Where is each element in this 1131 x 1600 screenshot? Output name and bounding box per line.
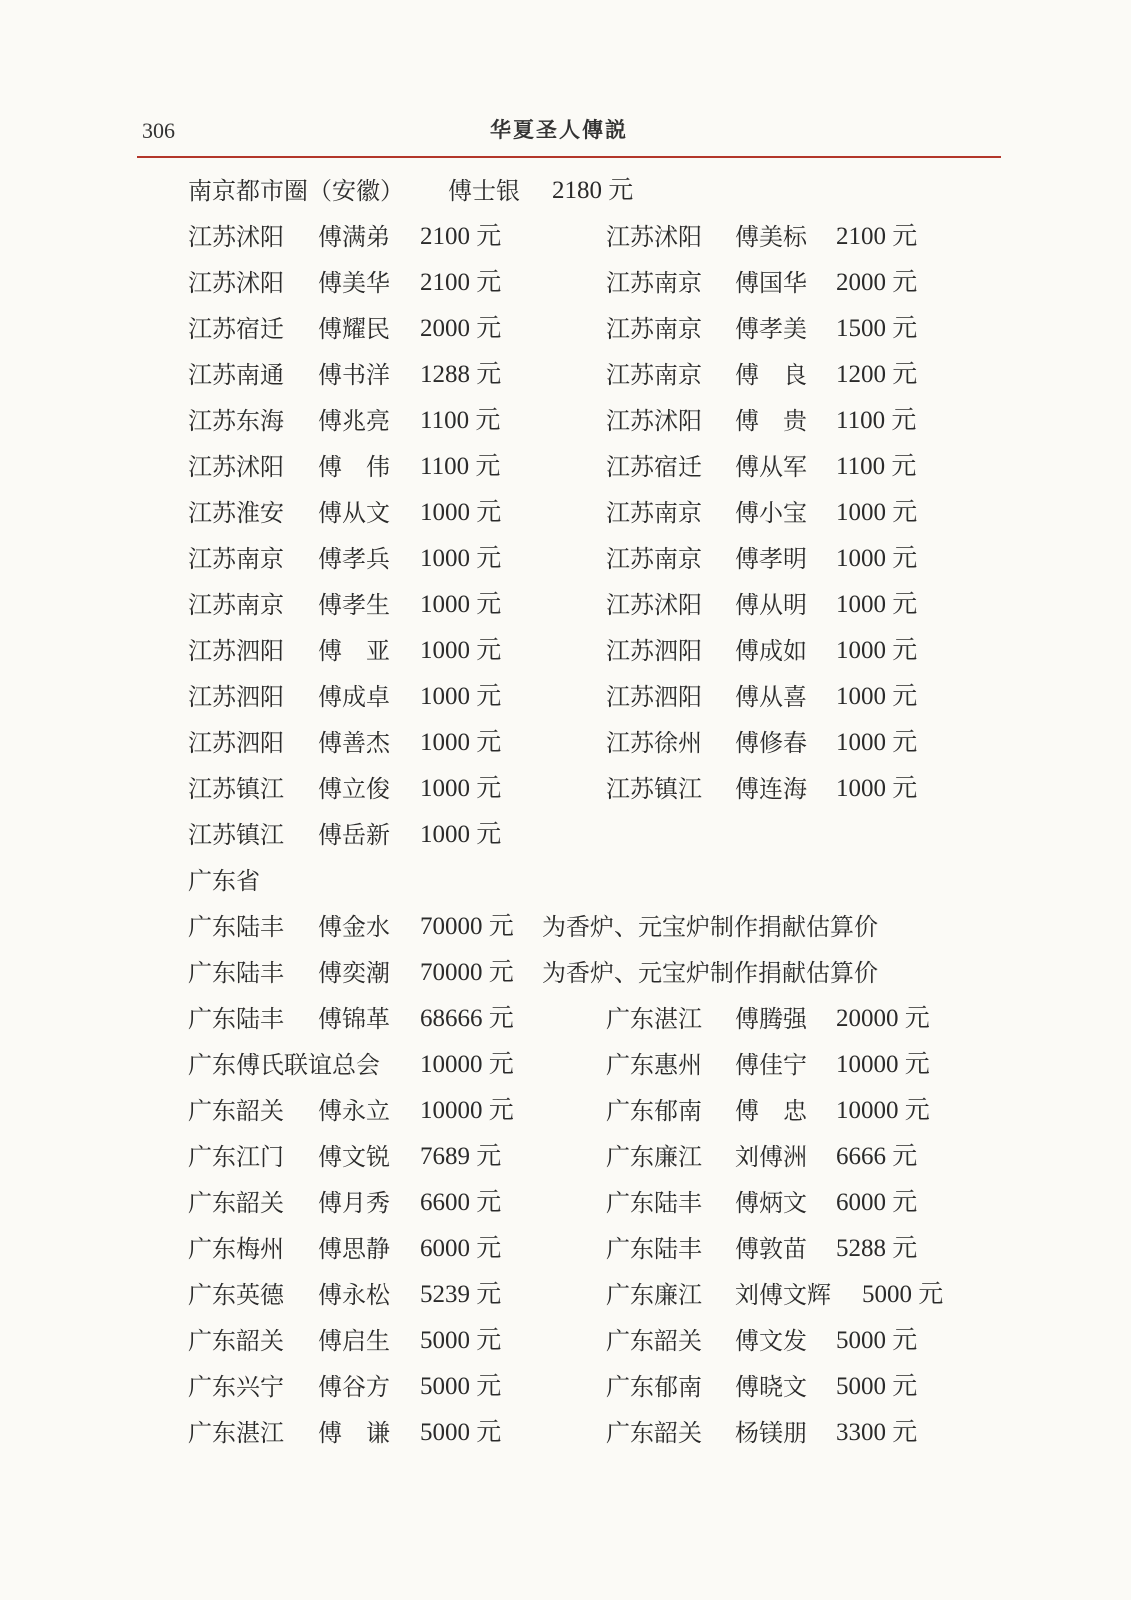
donor-region: 江苏南京 xyxy=(606,499,702,527)
donor-amount: 6666 元 xyxy=(836,1143,918,1170)
donor-name: 傅从明 xyxy=(735,591,807,619)
list-row xyxy=(0,585,1131,625)
section-heading-row xyxy=(0,861,1131,901)
list-row xyxy=(0,1413,1131,1453)
list-row xyxy=(0,1275,1131,1315)
donor-region: 广东廉江 xyxy=(606,1143,702,1171)
donor-amount: 1100 元 xyxy=(420,407,501,434)
donor-region: 广东湛江 xyxy=(188,1419,284,1447)
donor-amount: 10000 元 xyxy=(836,1097,930,1124)
donor-name: 傅岳新 xyxy=(318,821,390,849)
donor-name: 傅奕潮 xyxy=(318,959,390,987)
list-row xyxy=(0,447,1131,487)
list-row xyxy=(0,769,1131,809)
donor-name: 傅佳宁 xyxy=(735,1051,807,1079)
donor-name: 傅善杰 xyxy=(318,729,390,757)
donor-amount: 1000 元 xyxy=(836,637,918,664)
donor-region: 广东惠州 xyxy=(606,1051,702,1079)
donor-amount: 1000 元 xyxy=(420,637,502,664)
donor-region: 江苏镇江 xyxy=(606,775,702,803)
donor-name: 傅锦革 xyxy=(318,1005,390,1033)
donor-amount: 1000 元 xyxy=(836,499,918,526)
donor-name: 傅 良 xyxy=(735,361,807,389)
donor-name: 傅美标 xyxy=(735,223,807,251)
donor-region: 广东韶关 xyxy=(606,1327,702,1355)
donor-region: 广东陆丰 xyxy=(188,959,284,987)
donor-region: 广东陆丰 xyxy=(606,1235,702,1263)
list-row xyxy=(0,1045,1131,1085)
donor-name: 傅 贵 xyxy=(735,407,807,435)
donor-name: 傅满弟 xyxy=(318,223,390,251)
donor-amount: 6000 元 xyxy=(836,1189,918,1216)
donor-amount: 6000 元 xyxy=(420,1235,502,1262)
donor-name: 刘傅洲 xyxy=(735,1143,807,1171)
donor-name: 傅士银 xyxy=(448,177,520,205)
donor-region: 江苏镇江 xyxy=(188,821,284,849)
donor-name: 傅书洋 xyxy=(318,361,390,389)
donor-amount: 1000 元 xyxy=(420,545,502,572)
donor-name: 傅永松 xyxy=(318,1281,390,1309)
donor-amount: 5239 元 xyxy=(420,1281,502,1308)
donor-amount: 1500 元 xyxy=(836,315,918,342)
list-row xyxy=(0,677,1131,717)
donor-amount: 6600 元 xyxy=(420,1189,502,1216)
donor-name: 傅孝美 xyxy=(735,315,807,343)
donor-name: 傅兆亮 xyxy=(318,407,390,435)
donor-amount: 1000 元 xyxy=(836,683,918,710)
donor-region: 江苏南京 xyxy=(188,591,284,619)
donor-name: 傅 亚 xyxy=(318,637,390,665)
donor-amount: 1288 元 xyxy=(420,361,502,388)
donor-amount: 1000 元 xyxy=(836,729,918,756)
donor-amount: 70000 元 xyxy=(420,913,514,940)
list-row xyxy=(0,1321,1131,1361)
donor-amount: 5000 元 xyxy=(836,1327,918,1354)
donor-name: 傅孝明 xyxy=(735,545,807,573)
donor-name: 傅从喜 xyxy=(735,683,807,711)
donor-amount: 5000 元 xyxy=(862,1281,944,1308)
donor-region: 南京都市圈（安徽） xyxy=(188,177,404,205)
donor-region: 江苏南京 xyxy=(606,361,702,389)
donor-region: 广东梅州 xyxy=(188,1235,284,1263)
donor-name: 傅美华 xyxy=(318,269,390,297)
donor-name: 傅从文 xyxy=(318,499,390,527)
running-title: 华夏圣人傳説 xyxy=(490,117,628,142)
donor-amount: 1000 元 xyxy=(836,591,918,618)
donor-amount: 68666 元 xyxy=(420,1005,514,1032)
donor-name: 杨镁朋 xyxy=(735,1419,807,1447)
donor-region: 江苏泗阳 xyxy=(606,637,702,665)
donor-amount: 1000 元 xyxy=(836,545,918,572)
donor-amount: 5000 元 xyxy=(420,1419,502,1446)
donor-name: 傅 忠 xyxy=(735,1097,807,1125)
donor-region: 广东廉江 xyxy=(606,1281,702,1309)
donor-name: 傅思静 xyxy=(318,1235,390,1263)
donor-amount: 1000 元 xyxy=(420,499,502,526)
donor-region: 江苏南京 xyxy=(606,545,702,573)
donor-organization: 广东傅氏联谊总会 xyxy=(188,1051,380,1079)
donor-name: 傅炳文 xyxy=(735,1189,807,1217)
list-row xyxy=(0,309,1131,349)
list-row xyxy=(0,1367,1131,1407)
donor-region: 江苏沭阳 xyxy=(606,407,702,435)
donor-region: 江苏泗阳 xyxy=(188,729,284,757)
list-row xyxy=(0,1229,1131,1269)
donor-name: 傅晓文 xyxy=(735,1373,807,1401)
list-row xyxy=(0,171,1131,211)
donor-amount: 1000 元 xyxy=(420,821,502,848)
donor-region: 江苏南通 xyxy=(188,361,284,389)
list-row xyxy=(0,263,1131,303)
donor-region: 广东江门 xyxy=(188,1143,284,1171)
donor-name: 傅成卓 xyxy=(318,683,390,711)
donor-region: 江苏镇江 xyxy=(188,775,284,803)
donor-amount: 2000 元 xyxy=(836,269,918,296)
donor-region: 广东韶关 xyxy=(188,1327,284,1355)
list-row xyxy=(0,953,1131,993)
donor-amount: 2100 元 xyxy=(420,223,502,250)
donor-region: 广东陆丰 xyxy=(188,1005,284,1033)
donor-region: 江苏泗阳 xyxy=(606,683,702,711)
donor-name: 傅耀民 xyxy=(318,315,390,343)
donor-amount: 2000 元 xyxy=(420,315,502,342)
donor-region: 江苏泗阳 xyxy=(188,637,284,665)
donor-amount: 2100 元 xyxy=(420,269,502,296)
donor-region: 江苏南京 xyxy=(188,545,284,573)
donor-name: 傅 谦 xyxy=(318,1419,390,1447)
list-row xyxy=(0,1183,1131,1223)
list-row xyxy=(0,631,1131,671)
donor-region: 广东陆丰 xyxy=(606,1189,702,1217)
donor-amount: 2180 元 xyxy=(552,177,634,204)
donor-region: 江苏沭阳 xyxy=(188,269,284,297)
donor-region: 江苏宿迁 xyxy=(606,453,702,481)
list-row xyxy=(0,1091,1131,1131)
donor-amount: 20000 元 xyxy=(836,1005,930,1032)
list-row xyxy=(0,217,1131,257)
donor-region: 江苏沭阳 xyxy=(188,223,284,251)
donor-amount: 1000 元 xyxy=(420,683,502,710)
donor-note: 为香炉、元宝炉制作捐献估算价 xyxy=(542,959,878,987)
donor-name: 傅修春 xyxy=(735,729,807,757)
donor-region: 广东郁南 xyxy=(606,1097,702,1125)
donor-region: 江苏泗阳 xyxy=(188,683,284,711)
donor-name: 傅文锐 xyxy=(318,1143,390,1171)
list-row xyxy=(0,1137,1131,1177)
donor-region: 广东韶关 xyxy=(188,1097,284,1125)
donor-amount: 1000 元 xyxy=(420,591,502,618)
donor-name: 傅月秀 xyxy=(318,1189,390,1217)
page-number: 306 xyxy=(142,118,175,143)
donor-name: 傅孝兵 xyxy=(318,545,390,573)
list-row xyxy=(0,401,1131,441)
donor-amount: 1100 元 xyxy=(420,453,501,480)
donor-amount: 5000 元 xyxy=(836,1373,918,1400)
donor-amount: 5288 元 xyxy=(836,1235,918,1262)
donor-name: 傅腾强 xyxy=(735,1005,807,1033)
donor-amount: 10000 元 xyxy=(836,1051,930,1078)
donor-region: 广东英德 xyxy=(188,1281,284,1309)
donor-amount: 3300 元 xyxy=(836,1419,918,1446)
donor-amount: 1000 元 xyxy=(420,729,502,756)
list-row xyxy=(0,493,1131,533)
donor-amount: 5000 元 xyxy=(420,1373,502,1400)
donor-region: 江苏沭阳 xyxy=(188,453,284,481)
donor-region: 江苏沭阳 xyxy=(606,591,702,619)
donor-note: 为香炉、元宝炉制作捐献估算价 xyxy=(542,913,878,941)
donor-region: 广东陆丰 xyxy=(188,913,284,941)
donor-name: 傅连海 xyxy=(735,775,807,803)
donor-amount: 10000 元 xyxy=(420,1051,514,1078)
list-row xyxy=(0,907,1131,947)
donor-region: 江苏南京 xyxy=(606,315,702,343)
donor-region: 江苏宿迁 xyxy=(188,315,284,343)
donor-region: 广东郁南 xyxy=(606,1373,702,1401)
donor-region: 江苏东海 xyxy=(188,407,284,435)
donor-name: 傅从军 xyxy=(735,453,807,481)
donor-region: 广东湛江 xyxy=(606,1005,702,1033)
donor-amount: 2100 元 xyxy=(836,223,918,250)
donor-name: 傅成如 xyxy=(735,637,807,665)
donor-name: 傅启生 xyxy=(318,1327,390,1355)
donor-name: 傅孝生 xyxy=(318,591,390,619)
donor-region: 广东韶关 xyxy=(188,1189,284,1217)
donor-amount: 5000 元 xyxy=(420,1327,502,1354)
list-row xyxy=(0,539,1131,579)
donor-name: 傅金水 xyxy=(318,913,390,941)
donor-amount: 7689 元 xyxy=(420,1143,502,1170)
donor-region: 江苏徐州 xyxy=(606,729,702,757)
donor-amount: 1100 元 xyxy=(836,453,917,480)
donor-amount: 70000 元 xyxy=(420,959,514,986)
donor-name: 傅小宝 xyxy=(735,499,807,527)
donor-name: 傅文发 xyxy=(735,1327,807,1355)
donor-name: 刘傅文辉 xyxy=(735,1281,831,1309)
list-row xyxy=(0,999,1131,1039)
list-row xyxy=(0,815,1131,855)
list-row xyxy=(0,723,1131,763)
donor-amount: 1000 元 xyxy=(836,775,918,802)
donor-region: 广东韶关 xyxy=(606,1419,702,1447)
donor-amount: 1100 元 xyxy=(836,407,917,434)
donor-name: 傅 伟 xyxy=(318,453,390,481)
donor-amount: 10000 元 xyxy=(420,1097,514,1124)
donor-region: 江苏沭阳 xyxy=(606,223,702,251)
donor-name: 傅立俊 xyxy=(318,775,390,803)
donor-name: 傅国华 xyxy=(735,269,807,297)
list-row xyxy=(0,355,1131,395)
donor-region: 广东兴宁 xyxy=(188,1373,284,1401)
section-heading-guangdong: 广东省 xyxy=(188,867,260,895)
donor-amount: 1200 元 xyxy=(836,361,918,388)
donor-region: 江苏南京 xyxy=(606,269,702,297)
donor-name: 傅谷方 xyxy=(318,1373,390,1401)
donor-name: 傅敦苗 xyxy=(735,1235,807,1263)
donor-amount: 1000 元 xyxy=(420,775,502,802)
donor-name: 傅永立 xyxy=(318,1097,390,1125)
donor-region: 江苏淮安 xyxy=(188,499,284,527)
